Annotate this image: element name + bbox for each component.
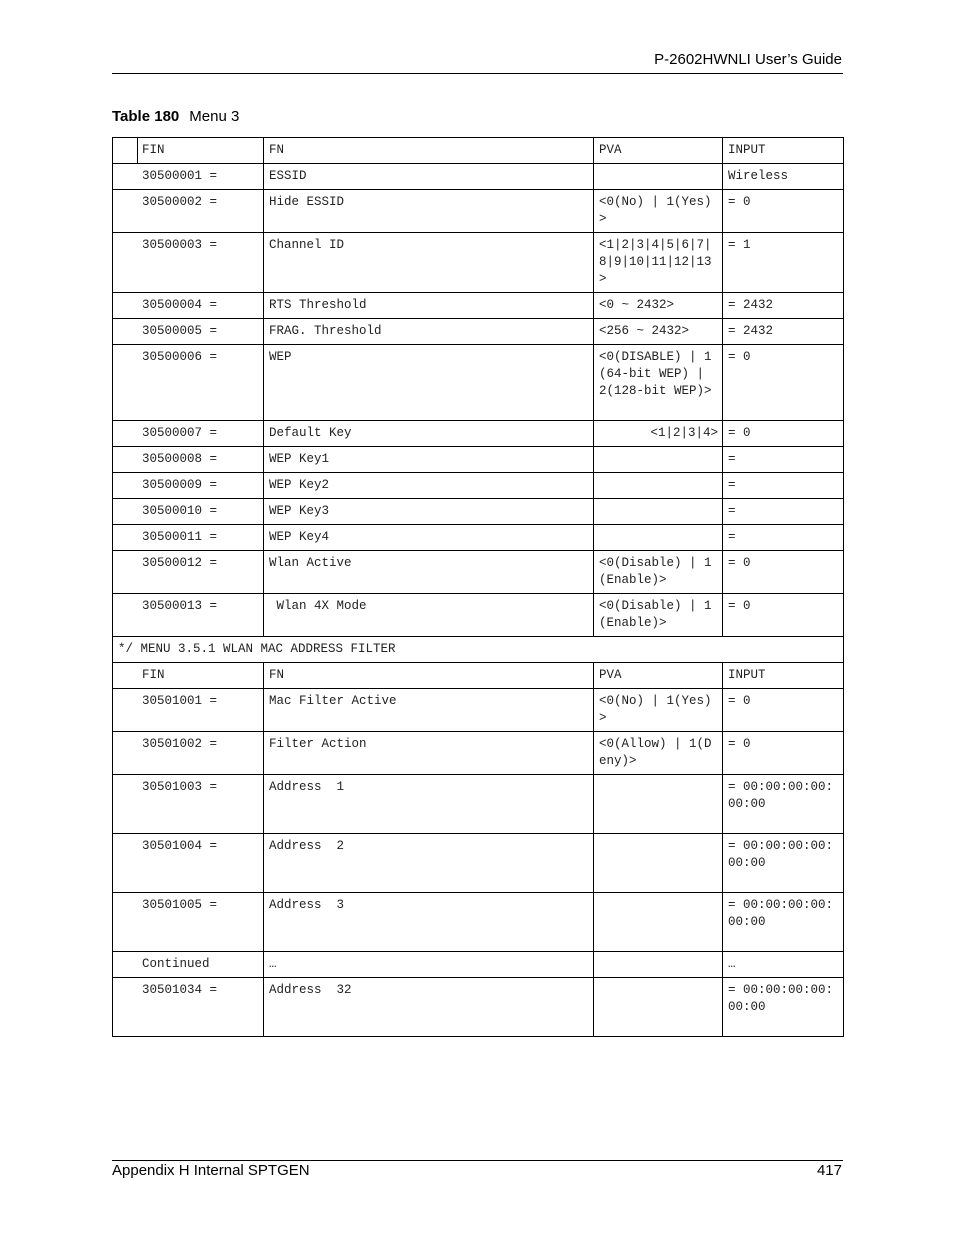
fn-cell: Default Key	[264, 421, 594, 447]
footer-rule	[112, 1160, 843, 1161]
fin-cell: 30501002 =	[113, 732, 264, 775]
input-cell: = 2432	[723, 319, 844, 345]
pva-cell: <0(Disable) | 1(Enable)>	[594, 594, 723, 637]
fin-cell: 30500006 =	[113, 345, 264, 421]
pva-cell	[594, 164, 723, 190]
input-cell: …	[723, 952, 844, 978]
fin-cell: 30500013 =	[113, 594, 264, 637]
table-header-row	[113, 138, 844, 164]
input-cell: = 00:00:00:00:00:00	[723, 775, 844, 834]
fn-cell: …	[264, 952, 594, 978]
fin-cell: 30500011 =	[113, 525, 264, 551]
pva-cell	[594, 499, 723, 525]
input-cell: = 2432	[723, 293, 844, 319]
input-cell: = 0	[723, 732, 844, 775]
fn-cell: Hide ESSID	[264, 190, 594, 233]
fin-cell: 30500003 =	[113, 233, 264, 293]
pva-cell: <256 ~ 2432>	[594, 319, 723, 345]
fin-cell: 30501003 =	[113, 775, 264, 834]
fin-cell: 30500005 =	[113, 319, 264, 345]
table-row	[113, 834, 844, 893]
fn-cell: WEP Key1	[264, 447, 594, 473]
input-cell: = 1	[723, 233, 844, 293]
fn-cell: Address 1	[264, 775, 594, 834]
pva-cell: <0(DISABLE) | 1(64-bit WEP) | 2(128-bit WEP)>	[594, 345, 723, 421]
fin-cell: 30500008 =	[113, 447, 264, 473]
pva-cell: <0(No) | 1(Yes)>	[594, 689, 723, 732]
fn-cell: RTS Threshold	[264, 293, 594, 319]
fn-cell: ESSID	[264, 164, 594, 190]
table-caption-title: Menu 3	[189, 108, 240, 125]
fn-cell: WEP Key4	[264, 525, 594, 551]
fn-cell: Wlan 4X Mode	[264, 594, 594, 637]
table-row	[113, 775, 844, 834]
input-cell: = 00:00:00:00:00:00	[723, 893, 844, 952]
section-title: */ MENU 3.5.1 WLAN MAC ADDRESS FILTER	[113, 637, 844, 663]
page-number: 417	[816, 1162, 842, 1179]
pva-cell: <1|2|3|4|5|6|7|8|9|10|11|12|13>	[594, 233, 723, 293]
column-header-fin: FIN	[113, 663, 264, 689]
fin-cell: 30501034 =	[113, 978, 264, 1037]
section-row	[113, 637, 844, 663]
pva-cell	[594, 447, 723, 473]
table-row	[113, 190, 844, 233]
fn-cell: FRAG. Threshold	[264, 319, 594, 345]
fin-cell: 30501005 =	[113, 893, 264, 952]
fn-cell: Wlan Active	[264, 551, 594, 594]
header-gap-cell	[113, 138, 138, 164]
menu-table	[112, 137, 844, 1037]
table-row	[113, 233, 844, 293]
fin-cell: 30500012 =	[113, 551, 264, 594]
column-header-fin: FIN	[138, 138, 264, 164]
column-header-fn: FN	[264, 663, 594, 689]
table-subheader-row	[113, 663, 844, 689]
fn-cell: Mac Filter Active	[264, 689, 594, 732]
guide-title: P-2602HWNLI User’s Guide	[654, 51, 842, 68]
input-cell: =	[723, 499, 844, 525]
table-row	[113, 952, 844, 978]
fin-cell: 30500001 =	[113, 164, 264, 190]
pva-cell: <0(Allow) | 1(Deny)>	[594, 732, 723, 775]
input-cell: = 0	[723, 689, 844, 732]
input-cell: = 0	[723, 551, 844, 594]
pva-cell	[594, 525, 723, 551]
fin-cell: 30501001 =	[113, 689, 264, 732]
input-cell: =	[723, 447, 844, 473]
pva-cell	[594, 978, 723, 1037]
pva-cell: <0(No) | 1(Yes)>	[594, 190, 723, 233]
table-row	[113, 164, 844, 190]
pva-cell: <0(Disable) | 1(Enable)>	[594, 551, 723, 594]
table-row	[113, 525, 844, 551]
fn-cell: Channel ID	[264, 233, 594, 293]
input-cell: =	[723, 473, 844, 499]
pva-cell: <1|2|3|4>	[594, 421, 723, 447]
input-cell: = 0	[723, 345, 844, 421]
table-row	[113, 732, 844, 775]
table-row	[113, 421, 844, 447]
pva-cell	[594, 473, 723, 499]
fn-cell: Address 3	[264, 893, 594, 952]
column-header-input: INPUT	[723, 138, 844, 164]
fn-cell: Address 32	[264, 978, 594, 1037]
footer-section: Appendix H Internal SPTGEN	[112, 1162, 310, 1179]
input-cell: = 00:00:00:00:00:00	[723, 978, 844, 1037]
fin-cell: 30500002 =	[113, 190, 264, 233]
table-row	[113, 689, 844, 732]
table-caption	[112, 108, 239, 125]
fin-cell: 30500007 =	[113, 421, 264, 447]
table-row	[113, 978, 844, 1037]
column-header-input: INPUT	[723, 663, 844, 689]
table-row	[113, 551, 844, 594]
fin-cell: 30500010 =	[113, 499, 264, 525]
input-cell: Wireless	[723, 164, 844, 190]
pva-cell	[594, 893, 723, 952]
header-rule	[112, 73, 843, 74]
input-cell: = 0	[723, 190, 844, 233]
column-header-pva: PVA	[594, 663, 723, 689]
table-row	[113, 293, 844, 319]
table-row	[113, 473, 844, 499]
fn-cell: Address 2	[264, 834, 594, 893]
table-row	[113, 447, 844, 473]
table-row	[113, 319, 844, 345]
pva-cell	[594, 952, 723, 978]
fn-cell: Filter Action	[264, 732, 594, 775]
pva-cell: <0 ~ 2432>	[594, 293, 723, 319]
table-row	[113, 345, 844, 421]
input-cell: = 0	[723, 594, 844, 637]
input-cell: =	[723, 525, 844, 551]
fin-cell: 30501004 =	[113, 834, 264, 893]
input-cell: = 0	[723, 421, 844, 447]
table-row	[113, 499, 844, 525]
fn-cell: WEP Key3	[264, 499, 594, 525]
fn-cell: WEP	[264, 345, 594, 421]
input-cell: = 00:00:00:00:00:00	[723, 834, 844, 893]
table-row	[113, 893, 844, 952]
fin-cell: 30500009 =	[113, 473, 264, 499]
fin-cell: 30500004 =	[113, 293, 264, 319]
pva-cell	[594, 834, 723, 893]
fin-cell: Continued	[113, 952, 264, 978]
pva-cell	[594, 775, 723, 834]
table-caption-label: Table 180	[112, 108, 180, 125]
table-row	[113, 594, 844, 637]
column-header-fn: FN	[264, 138, 594, 164]
column-header-pva: PVA	[594, 138, 723, 164]
fn-cell: WEP Key2	[264, 473, 594, 499]
